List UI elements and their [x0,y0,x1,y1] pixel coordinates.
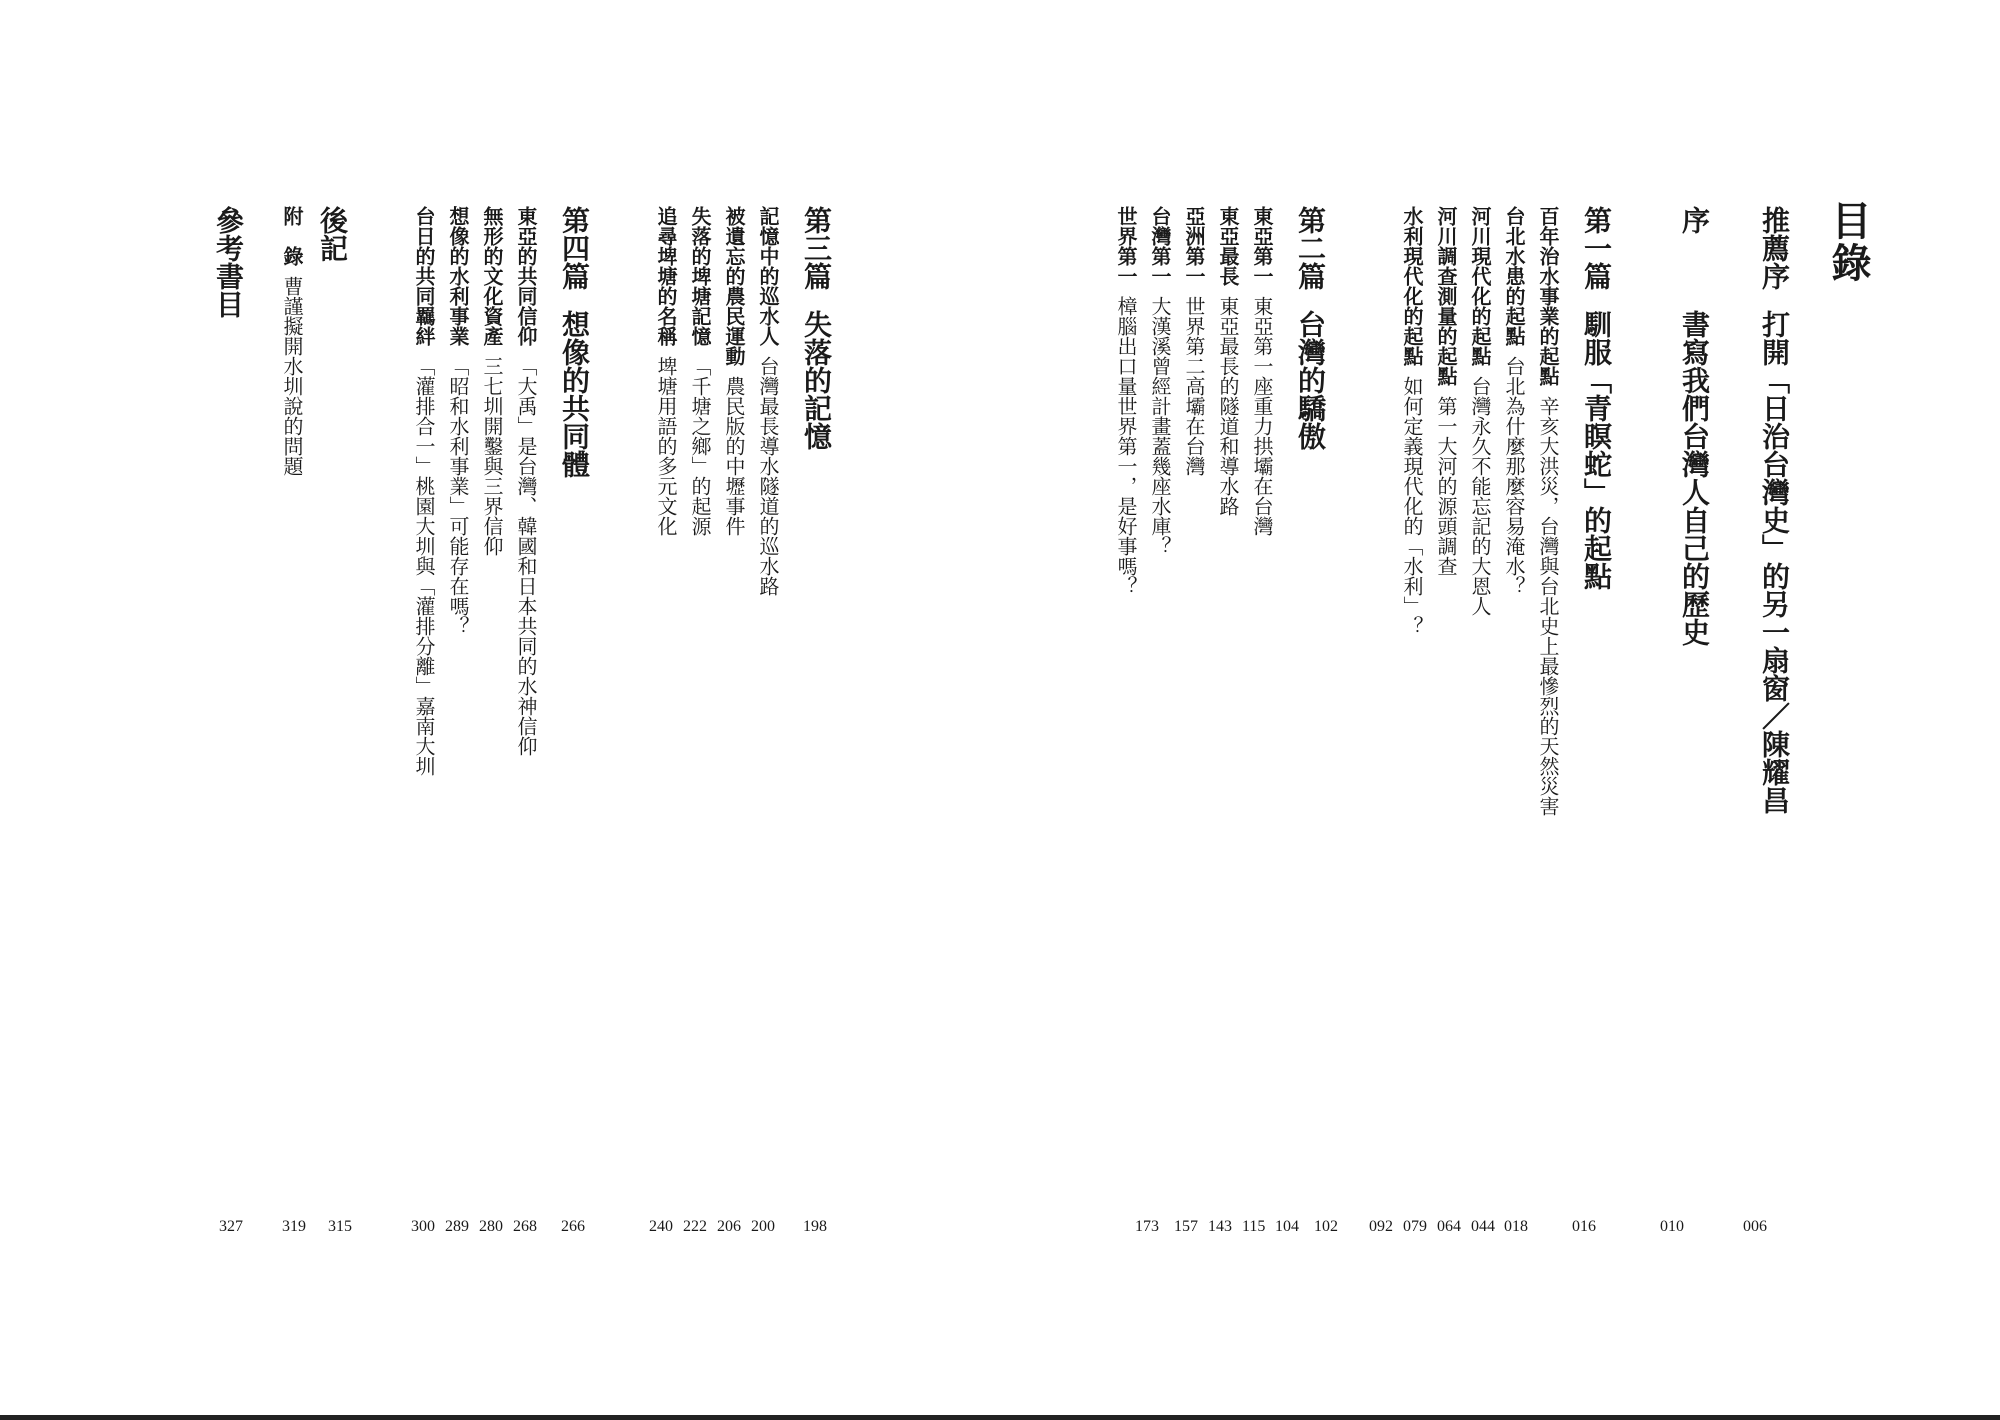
toc-entry [482,206,502,556]
entry-label: 亞洲第一 [1182,206,1206,286]
toc-entry [1504,206,1524,596]
entry-label: 記憶中的巡水人 [756,206,780,346]
page-number: 206 [717,1218,741,1235]
page-number: 222 [683,1218,707,1235]
entry-text: 台北為什麼那麼容易淹水？ [1502,356,1526,596]
section-label: 第二篇 [1294,206,1327,290]
page-number: 102 [1314,1218,1338,1235]
entry-text: 農民版的中壢事件 [722,376,746,536]
page-number: 018 [1504,1218,1528,1235]
entry-label: 想像的水利事業 [446,206,470,346]
entry-label: 世界第一 [1114,206,1138,286]
entry-label: 附 錄 [280,206,304,266]
entry-text: 台灣永久不能忘記的大恩人 [1468,376,1492,616]
toc-entry [414,206,434,776]
toc-entry [1150,206,1170,556]
page-number: 104 [1275,1218,1299,1235]
toc-entry [690,206,710,536]
toc-entry [1538,206,1558,816]
toc-entry [1402,206,1422,636]
page-number: 010 [1660,1218,1684,1235]
toc-section-heading [316,206,349,262]
page-number: 289 [445,1218,469,1235]
entry-text: 如何定義現代化的「水利」？ [1400,376,1424,636]
toc-entry [1218,206,1238,516]
section-title: 書寫我們台灣人自己的歷史 [1678,310,1711,646]
page-number: 016 [1572,1218,1596,1235]
toc-entry [448,206,468,636]
toc-section-heading [1580,206,1613,590]
toc-section-heading [558,206,591,478]
page-number: 143 [1208,1218,1232,1235]
section-label: 參考書目 [212,206,245,318]
toc-entry [758,206,778,596]
section-title: 失落的記憶 [800,310,833,450]
toc-entry [516,206,536,756]
section-title: 想像的共同體 [558,310,591,478]
toc-section-heading [1294,206,1327,450]
entry-label: 百年治水事業的起點 [1536,206,1560,386]
entry-label: 無形的文化資產 [480,206,504,346]
page-number: 173 [1135,1218,1159,1235]
entry-label: 被遺忘的農民運動 [722,206,746,366]
page-number: 198 [803,1218,827,1235]
toc-section-heading [212,206,245,318]
toc-entry [1470,206,1490,616]
section-label: 第四篇 [558,206,591,290]
entry-text: 東亞第一座重力拱壩在台灣 [1250,296,1274,536]
section-label: 推薦序 [1758,206,1791,290]
section-title: 打開「日治台灣史」的另一扇窗／陳耀昌 [1758,310,1791,814]
page-number: 315 [328,1218,352,1235]
page-number: 327 [219,1218,243,1235]
page-number: 300 [411,1218,435,1235]
entry-label: 東亞的共同信仰 [514,206,538,346]
section-label: 第三篇 [800,206,833,290]
page-number: 240 [649,1218,673,1235]
page-number: 266 [561,1218,585,1235]
page-number: 064 [1437,1218,1461,1235]
entry-label: 河川現代化的起點 [1468,206,1492,366]
toc-entry [1116,206,1136,596]
page-number: 200 [751,1218,775,1235]
section-label: 後記 [316,206,349,262]
page-number: 079 [1403,1218,1427,1235]
entry-text: 世界第二高壩在台灣 [1182,296,1206,476]
section-title: 台灣的驕傲 [1294,310,1327,450]
toc-section-heading [1678,206,1711,646]
toc-section-heading [800,206,833,450]
page-number: 157 [1174,1218,1198,1235]
entry-text: 「大禹」是台灣、韓國和日本共同的水神信仰 [514,356,538,756]
entry-text: 埤塘用語的多元文化 [654,356,678,536]
entry-text: 「千塘之鄉」的起源 [688,356,712,536]
entry-label: 水利現代化的起點 [1400,206,1424,366]
entry-text: 「灌排合一」桃園大圳與「灌排分離」嘉南大圳 [412,356,436,776]
entry-label: 河川調查測量的起點 [1434,206,1458,386]
entry-text: 台灣最長導水隧道的巡水路 [756,356,780,596]
entry-label: 台北水患的起點 [1502,206,1526,346]
entry-label: 東亞第一 [1250,206,1274,286]
entry-text: 辛亥大洪災，台灣與台北史上最慘烈的天然災害 [1536,396,1560,816]
entry-text: 大漢溪曾經計畫蓋幾座水庫？ [1148,296,1172,556]
page-number: 115 [1242,1218,1266,1235]
toc-entry [656,206,676,536]
entry-label: 台灣第一 [1148,206,1172,286]
toc-entry [724,206,744,536]
entry-text: 三七圳開鑿與三界信仰 [480,356,504,556]
page-number: 006 [1743,1218,1767,1235]
entry-text: 「昭和水利事業」可能存在嗎？ [446,356,470,636]
entry-text: 東亞最長的隧道和導水路 [1216,296,1240,516]
page-number: 319 [282,1218,306,1235]
section-label: 第一篇 [1580,206,1613,290]
entry-label: 東亞最長 [1216,206,1240,286]
page-number: 268 [513,1218,537,1235]
entry-text: 曹謹擬開水圳說的問題 [280,276,304,476]
page-number: 280 [479,1218,503,1235]
page-number: 044 [1471,1218,1495,1235]
page-number: 092 [1369,1218,1393,1235]
section-label: 序 [1678,206,1711,234]
toc-entry [1252,206,1272,536]
entry-text: 第一大河的源頭調查 [1434,396,1458,576]
entry-text: 樟腦出口量世界第一，是好事嗎？ [1114,296,1138,596]
bottom-rule [0,1415,2000,1420]
toc-entry [1436,206,1456,576]
entry-label: 追尋埤塘的名稱 [654,206,678,346]
toc-entry [282,206,302,476]
toc-section-heading [1758,206,1791,814]
entry-label: 台日的共同羈絆 [412,206,436,346]
entry-label: 失落的埤塘記憶 [688,206,712,346]
toc-title: 目錄 [1825,200,1872,284]
toc-entry [1184,206,1204,476]
section-title: 馴服「青瞑蛇」的起點 [1580,310,1613,590]
